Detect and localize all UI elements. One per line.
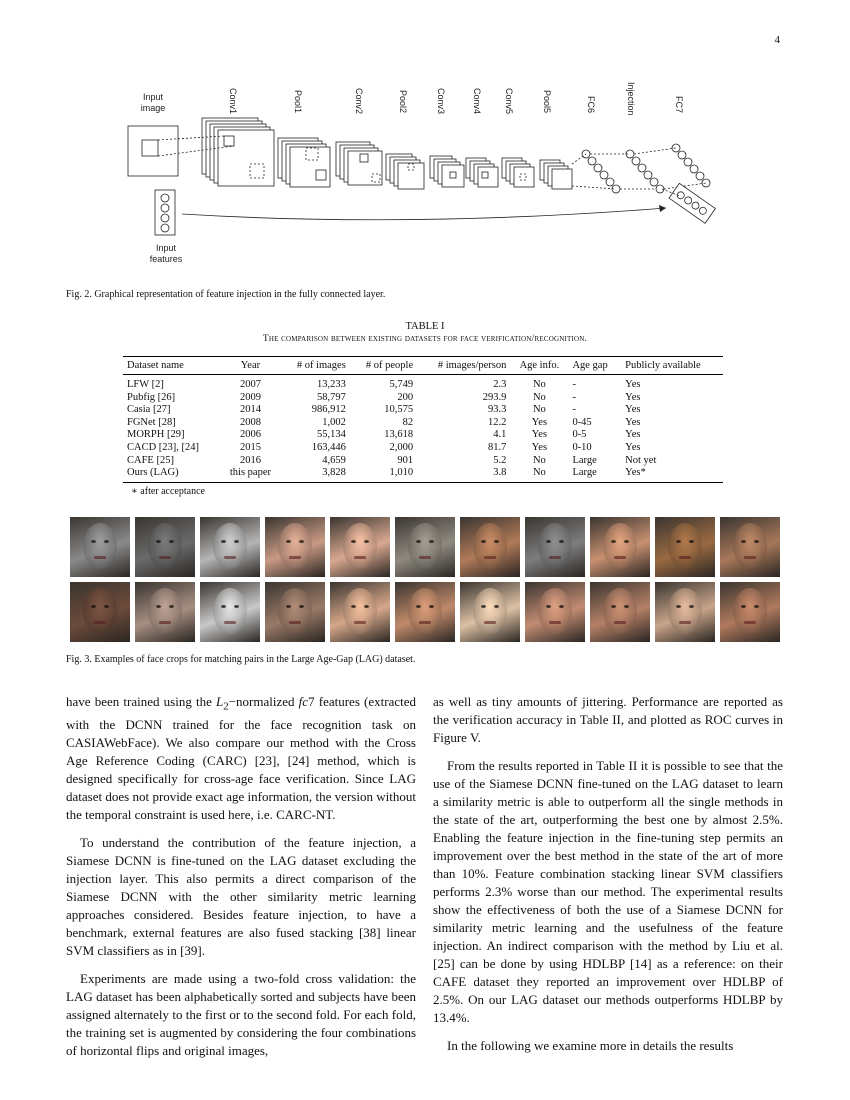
face-crop: [590, 517, 650, 577]
col-header: Year: [221, 357, 281, 375]
col-header: Age gap: [568, 357, 621, 375]
face-eye: [364, 605, 369, 608]
face-crop: [70, 582, 130, 642]
pool1-stack: [278, 138, 330, 187]
table-row: [123, 375, 723, 392]
face-crop: [525, 582, 585, 642]
table-cell: 2008: [239, 416, 261, 428]
face-eye: [481, 605, 486, 608]
table-row: [123, 392, 723, 405]
layer-label-fc6: FC6: [586, 96, 596, 114]
face-crop: [265, 517, 325, 577]
layer-label-conv5: Conv5: [504, 88, 514, 115]
face-shape: [733, 523, 767, 569]
face-eye: [351, 605, 356, 608]
math-l2: L: [216, 694, 224, 709]
table-cell: Ours (LAG): [123, 467, 221, 482]
face-mouth: [549, 556, 561, 559]
conv1-stack: [202, 118, 274, 186]
face-crops-grid: [70, 517, 780, 647]
face-eye: [221, 605, 226, 608]
figure-3-caption: Fig. 3. Examples of face crops for matching pairs in the Large Age-Gap (LAG) dataset.: [66, 654, 416, 665]
face-shape: [213, 523, 247, 569]
table-cell: -: [572, 404, 576, 416]
table-cell: 5,749: [389, 379, 414, 390]
table-header-row: [123, 357, 723, 375]
table-cell: 93.3: [487, 404, 507, 416]
face-eye: [429, 540, 434, 543]
arrow-head: [659, 205, 666, 212]
input-image-label-2: image: [140, 103, 166, 113]
face-shape: [278, 588, 312, 634]
table-cell: 2015: [239, 441, 261, 453]
table-cell: 3.8: [417, 467, 510, 482]
face-eye: [234, 605, 239, 608]
table-cell: Yes: [625, 416, 641, 428]
table-row: [123, 455, 723, 468]
paragraph: From the results reported in Table II it is possible to see that the use of the Siamese DCNN fine-tuned on the LAG dataset to learn a similarity metric is able to outperform all the single methods in the state of the art, outperforming the best one by almost 2.5%. Enabling the feature injection in the fine-tuning step permits an improvement over the best method in the state of the art of more than 10%. Feature combination stacking linear SVM classifiers performs 2.3% worse than our method. The experimental results show the effectiveness of both the use of a Siamese DCNN for similarity metric learning and the usefulness of the feature injection. An indirect comparison with the method by Liu et al. [25] can be done by using HDLBP [14] as a reference: on their CAFE dataset they reported an improvement over HDLBP of 2.5%. On our LAG dataset our methods outperforms HDLBP by 13.4%.: [433, 758, 783, 1025]
face-mouth: [549, 621, 561, 624]
table-row: [123, 404, 723, 417]
table-cell: 2014: [239, 404, 261, 416]
table-subtitle: The comparison between existing datasets for face verification/recognition.: [262, 334, 588, 344]
table-cell: 5.2: [493, 454, 507, 466]
face-eye: [286, 605, 291, 608]
injected-features-block: [669, 183, 715, 223]
face-eye: [104, 540, 109, 543]
face-eye: [494, 605, 499, 608]
table-cell: -: [572, 379, 576, 390]
table-cell: Yes: [625, 441, 641, 453]
table-cell: Not yet: [625, 454, 657, 466]
face-shape: [83, 523, 117, 569]
table-cell: 0-10: [572, 441, 592, 453]
table-cell: CAFE [25]: [127, 454, 174, 466]
table-cell: 293.9: [482, 391, 507, 403]
paragraph: have been trained using the $L_2-normalized$ fc7 features (extracted with the DCNN trained for the face recognition task on CASIAWebFace). We also compare our method with the Cross Age Reference Coding (CARC) [23], [24] method, which is designed specifically for cross-age face verification. Since LAG dataset does not provide exact age information, the version without the temporal constraint is used here, i.e. CARC-NT.: [66, 694, 416, 822]
col-header: Dataset name: [123, 357, 221, 375]
face-eye: [299, 605, 304, 608]
face-eye: [546, 540, 551, 543]
face-mouth: [744, 621, 756, 624]
face-eye: [221, 540, 226, 543]
face-crop: [395, 582, 455, 642]
face-mouth: [94, 621, 106, 624]
face-mouth: [224, 621, 236, 624]
table-cell: LFW [2]: [127, 379, 164, 390]
face-crop: [525, 517, 585, 577]
face-eye: [286, 540, 291, 543]
table-cell: MORPH [29]: [127, 429, 185, 441]
table-cell: 82: [402, 416, 414, 428]
table-cell: 2016: [239, 454, 261, 466]
table-cell: 3,828: [280, 467, 349, 482]
table-cell: Large: [572, 454, 597, 466]
face-crop: [265, 582, 325, 642]
paragraph-rest: features (extracted with the DCNN trained for the face recognition task on CASIAWebFace). We also compare our method with the Cross Age Reference Coding (CARC) [23], [24] method, which is designed specifically for cross-age face verification. Since LAG dataset does not provide exact age information, the version without the temporal constraint is used here, i.e. CARC-NT.: [66, 694, 416, 822]
table-cell: 1,002: [322, 416, 346, 428]
face-shape: [83, 588, 117, 634]
face-eye: [676, 605, 681, 608]
math-fc7: fc: [298, 694, 309, 709]
table-cell: -: [572, 391, 576, 403]
face-shape: [148, 523, 182, 569]
face-shape: [343, 523, 377, 569]
conv2-stack: [336, 142, 382, 185]
face-crop: [590, 582, 650, 642]
face-shape: [603, 588, 637, 634]
face-eye: [624, 540, 629, 543]
face-shape: [408, 588, 442, 634]
face-eye: [754, 540, 759, 543]
face-eye: [169, 605, 174, 608]
face-shape: [668, 588, 702, 634]
face-shape: [278, 523, 312, 569]
face-crop: [460, 582, 520, 642]
table-row: [123, 442, 723, 455]
table-cell: 2007: [239, 379, 261, 390]
table-cell: 55,134: [316, 429, 346, 441]
table-cell: No: [532, 391, 546, 403]
face-eye: [689, 605, 694, 608]
face-eye: [156, 540, 161, 543]
table-row: [123, 417, 723, 430]
face-shape: [473, 588, 507, 634]
table-cell: 13,233: [316, 379, 346, 390]
face-crop: [135, 582, 195, 642]
face-mouth: [484, 556, 496, 559]
col-header: Publicly available: [621, 357, 723, 375]
face-crop: [200, 517, 260, 577]
fc7-neurons: [672, 144, 710, 187]
input-features-label-2: features: [149, 254, 183, 264]
table-cell: 1,010: [350, 467, 417, 482]
table-footnote: ∗ after acceptance: [131, 486, 205, 497]
face-crop: [460, 517, 520, 577]
face-shape: [733, 588, 767, 634]
table-cell: FGNet [28]: [127, 416, 176, 428]
layer-label-pool2: Pool2: [398, 90, 408, 114]
table-cell: Yes: [531, 441, 548, 453]
face-mouth: [159, 556, 171, 559]
face-crop: [655, 517, 715, 577]
face-shape: [538, 523, 572, 569]
face-eye: [624, 605, 629, 608]
face-eye: [351, 540, 356, 543]
face-crop: [70, 517, 130, 577]
face-shape: [213, 588, 247, 634]
face-eye: [676, 540, 681, 543]
col-header: # images/person: [417, 357, 510, 375]
table-cell: Casia [27]: [127, 404, 171, 416]
face-eye: [104, 605, 109, 608]
table-cell: Yes*: [621, 467, 723, 482]
table-cell: Yes: [625, 379, 641, 390]
table-row: [123, 467, 723, 482]
col-header: # of images: [280, 357, 349, 375]
face-eye: [91, 605, 96, 608]
face-eye: [481, 540, 486, 543]
conv4-stack: [466, 158, 498, 187]
paragraph: In the following we examine more in details the results: [447, 1038, 734, 1053]
face-eye: [234, 540, 239, 543]
face-eye: [559, 605, 564, 608]
dataset-comparison-table: [123, 356, 723, 483]
face-crop: [655, 582, 715, 642]
face-crop: [200, 582, 260, 642]
paragraph: as well as tiny amounts of jittering. Performance are reported as the verification accuracy in Table II, and plotted as ROC curves in Figure V.: [433, 694, 783, 745]
table-cell: No: [532, 379, 546, 390]
table-cell: 2,000: [389, 441, 414, 453]
face-shape: [668, 523, 702, 569]
face-mouth: [419, 621, 431, 624]
face-eye: [169, 540, 174, 543]
table-row: [123, 429, 723, 442]
face-crop: [395, 517, 455, 577]
table-cell: this paper: [221, 467, 281, 482]
face-shape: [343, 588, 377, 634]
face-mouth: [159, 621, 171, 624]
face-eye: [689, 540, 694, 543]
face-crop: [720, 582, 780, 642]
face-mouth: [679, 556, 691, 559]
face-row-old: [70, 582, 780, 642]
input-features-label: Input: [155, 243, 177, 253]
table-cell: 10,575: [384, 404, 414, 416]
face-eye: [416, 540, 421, 543]
face-shape: [473, 523, 507, 569]
layer-label-pool1: Pool1: [293, 90, 303, 114]
input-features-box: [155, 190, 175, 235]
face-eye: [156, 605, 161, 608]
face-eye: [364, 540, 369, 543]
architecture-diagram: [110, 78, 730, 278]
table-cell: 2006: [239, 429, 261, 441]
layer-label-pool5: Pool5: [542, 90, 552, 114]
col-header: # of people: [350, 357, 417, 375]
pool2-stack: [386, 154, 424, 189]
table-cell: 4.1: [493, 429, 507, 441]
text-column-right: [433, 693, 783, 1065]
face-shape: [408, 523, 442, 569]
table-title: TABLE I: [405, 321, 445, 332]
face-mouth: [614, 556, 626, 559]
paragraph: To understand the contribution of the feature injection, a Siamese DCNN is fine-tuned on the LAG dataset excluding the injection layer. This also permits a direct comparison of the Siamese DCNN with the other similarity metric learning approaches considered. Besides feature injection, to have a benchmark, external features are also fused stacking [38] linear SVM classifiers as in [39].: [66, 834, 416, 958]
face-crop: [135, 517, 195, 577]
layer-label-conv3: Conv3: [436, 88, 446, 115]
table-cell: 163,446: [311, 441, 346, 453]
table-cell: 901: [397, 454, 414, 466]
face-row-young: [70, 517, 780, 577]
text-column-left: [66, 693, 416, 1070]
face-mouth: [289, 556, 301, 559]
pool5-stack: [540, 160, 572, 189]
injection-neurons: [626, 150, 664, 193]
face-eye: [741, 540, 746, 543]
table-cell: 2.3: [493, 379, 507, 390]
col-header: Age info.: [510, 357, 568, 375]
paragraph: Experiments are made using a two-fold cross validation: the LAG dataset has been alphabetically sorted and subjects have been assigned alternately to the first or to the second fold. For each fold, the training set is augmented by considering the four combinations of horizontal flips and original images,: [66, 970, 416, 1058]
table-cell: 13,618: [384, 429, 414, 441]
face-shape: [538, 588, 572, 634]
table-cell: 0-5: [572, 429, 587, 441]
layer-label-conv2: Conv2: [354, 88, 364, 115]
face-eye: [546, 605, 551, 608]
table-body: [123, 375, 723, 483]
figure-2-caption: Fig. 2. Graphical representation of feature injection in the fully connected layer.: [66, 289, 386, 300]
table-cell: Large: [568, 467, 621, 482]
input-image-label: Input: [142, 92, 164, 102]
face-mouth: [354, 556, 366, 559]
conv3-stack: [430, 156, 464, 187]
table-cell: 12.2: [487, 416, 507, 428]
face-mouth: [94, 556, 106, 559]
face-eye: [429, 605, 434, 608]
layer-label-injection: Injection: [626, 82, 636, 116]
face-eye: [611, 605, 616, 608]
table-cell: 2009: [239, 391, 261, 403]
face-mouth: [419, 556, 431, 559]
table-cell: 58,797: [316, 391, 346, 403]
fc6-neurons: [582, 150, 620, 193]
face-eye: [754, 605, 759, 608]
table-cell: No: [532, 404, 546, 416]
face-mouth: [354, 621, 366, 624]
face-shape: [148, 588, 182, 634]
layer-label-conv1: Conv1: [228, 88, 238, 115]
table-cell: 81.7: [487, 441, 507, 453]
face-mouth: [224, 556, 236, 559]
layer-label-fc7: FC7: [674, 96, 684, 114]
face-crop: [330, 517, 390, 577]
table-cell: 4,659: [322, 454, 346, 466]
face-mouth: [484, 621, 496, 624]
face-crop: [720, 517, 780, 577]
layer-label-conv4: Conv4: [472, 88, 482, 115]
face-eye: [416, 605, 421, 608]
face-eye: [494, 540, 499, 543]
face-crop: [330, 582, 390, 642]
table-cell: 986,912: [311, 404, 346, 416]
page-number: 4: [774, 34, 780, 46]
conv5-stack: [502, 158, 534, 187]
table-cell: 0-45: [572, 416, 592, 428]
face-eye: [611, 540, 616, 543]
face-mouth: [289, 621, 301, 624]
table-cell: No: [532, 454, 546, 466]
table-cell: No: [510, 467, 568, 482]
face-shape: [603, 523, 637, 569]
face-eye: [91, 540, 96, 543]
face-eye: [741, 605, 746, 608]
face-eye: [299, 540, 304, 543]
table-cell: Yes: [625, 429, 641, 441]
face-mouth: [679, 621, 691, 624]
table-cell: Yes: [625, 391, 641, 403]
table-cell: Yes: [531, 429, 548, 441]
face-mouth: [744, 556, 756, 559]
table-cell: 200: [397, 391, 414, 403]
table-cell: Pubfig [26]: [127, 391, 176, 403]
table-cell: Yes: [531, 416, 548, 428]
table-cell: Yes: [625, 404, 641, 416]
face-mouth: [614, 621, 626, 624]
face-eye: [559, 540, 564, 543]
input-image-box: [128, 126, 178, 176]
table-cell: CACD [23], [24]: [127, 441, 200, 453]
